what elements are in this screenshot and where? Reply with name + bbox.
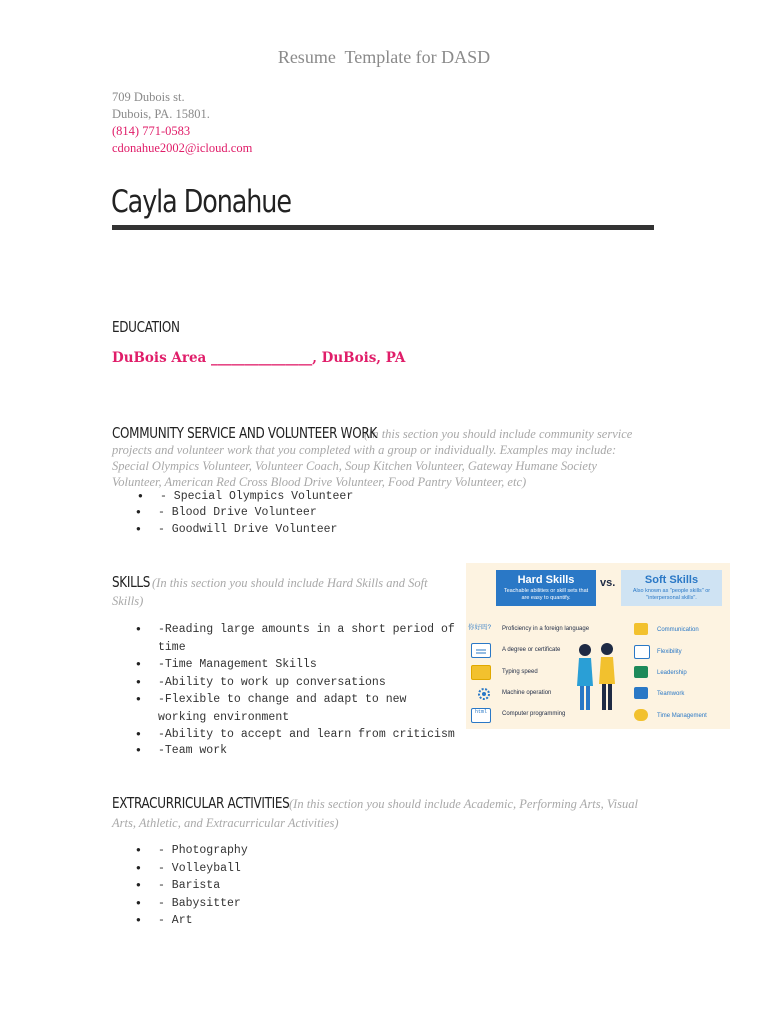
soft-skills-header bbox=[621, 570, 722, 606]
skills-heading: SKILLS bbox=[112, 573, 151, 591]
clock-icon bbox=[634, 709, 648, 721]
hard-skill-item: Proficiency in a foreign language bbox=[502, 626, 590, 632]
hard-vs-soft-skills-infographic bbox=[466, 563, 730, 729]
skills-note: Skills) bbox=[112, 594, 144, 608]
skills-note-first: (In this section you should include Hard Skills and Soft bbox=[152, 576, 428, 590]
hard-skill-item: A degree or certificate bbox=[502, 647, 561, 653]
flexibility-icon bbox=[634, 645, 650, 659]
hard-skills-subtitle: Teachable abilities or skill sets that are easy to quantify. bbox=[503, 588, 589, 601]
community-note: projects and volunteer work that you completed with a group or individually. Examples may include: Special Olympics Volunteer, Volunteer Coach, Soup Kitchen Volunteer, Gateway Humane Society Volunteer, American Red Cross Blood Drive Volunteer, Food Pantry Volunteer, etc) bbox=[112, 443, 617, 489]
list-item: ● - Volleyball bbox=[158, 860, 248, 878]
list-item: ● - Photography bbox=[158, 842, 248, 860]
list-item: ● -Flexible to change and adapt to new working environment bbox=[158, 691, 418, 726]
extracurricular-list bbox=[158, 842, 248, 930]
community-heading: COMMUNITY SERVICE AND VOLUNTEER WORK bbox=[112, 424, 377, 442]
list-item: ● - Art bbox=[158, 912, 248, 930]
list-item: ● - Barista bbox=[158, 877, 248, 895]
soft-skill-item: Leadership bbox=[657, 670, 687, 676]
address-street: 709 Dubois st. bbox=[112, 90, 185, 104]
skills-list bbox=[158, 621, 458, 759]
certificate-icon bbox=[471, 643, 491, 658]
list-item: ● - Goodwill Drive Volunteer bbox=[158, 521, 353, 539]
phone-number[interactable]: (814) 771-0583 bbox=[112, 124, 191, 138]
soft-skill-item: Flexibility bbox=[657, 649, 682, 655]
document-title: Resume Template for DASD bbox=[277, 47, 491, 67]
extracurricular-note: Arts, Athletic, and Extracurricular Activities) bbox=[112, 816, 339, 830]
list-item: ● -Time Management Skills bbox=[158, 656, 458, 674]
community-list bbox=[158, 488, 353, 539]
language-icon: 你好吗? bbox=[468, 624, 492, 631]
person-name: Cayla Donahue bbox=[111, 184, 291, 220]
flag-icon bbox=[634, 666, 648, 678]
hard-skills-header bbox=[496, 570, 596, 606]
education-heading: EDUCATION bbox=[112, 318, 180, 336]
list-item: ● -Ability to work up conversations bbox=[158, 674, 458, 692]
hard-skill-item: Machine operation bbox=[502, 690, 552, 696]
people-illustration bbox=[571, 638, 621, 722]
code-icon bbox=[471, 708, 491, 723]
school-line: DuBois Area _______________, DuBois, PA bbox=[112, 350, 406, 366]
soft-skills-subtitle: Also known as "people skills" or "interpersonal skills". bbox=[632, 588, 711, 601]
hard-skill-item: Computer programming bbox=[502, 711, 566, 717]
soft-skill-item: Time Management bbox=[657, 713, 707, 719]
community-note-first: (In this section you should include community service bbox=[364, 427, 633, 441]
vs-label: vs. bbox=[600, 577, 616, 589]
soft-skill-item: Communication bbox=[657, 627, 699, 633]
code-icon-label: html bbox=[474, 709, 487, 715]
speech-bubble-icon bbox=[634, 623, 648, 635]
soft-skill-item: Teamwork bbox=[657, 691, 685, 697]
puzzle-icon bbox=[634, 687, 648, 699]
list-item: ● -Team work bbox=[158, 742, 458, 760]
name-divider bbox=[112, 225, 654, 230]
list-item: ● - Babysitter bbox=[158, 895, 248, 913]
extracurricular-note-first: (In this section you should include Academic, Performing Arts, Visual bbox=[289, 797, 638, 811]
skills-section bbox=[112, 573, 452, 609]
gear-icon bbox=[476, 686, 492, 706]
community-section bbox=[112, 424, 652, 490]
list-item: ● - Special Olympics Volunteer bbox=[160, 488, 353, 506]
extracurricular-heading: EXTRACURRICULAR ACTIVITIES bbox=[112, 794, 290, 812]
address-city: Dubois, PA. 15801. bbox=[112, 107, 210, 121]
extracurricular-section bbox=[112, 794, 652, 831]
soft-skills-title: Soft Skills bbox=[644, 574, 699, 586]
list-item: ● - Blood Drive Volunteer bbox=[158, 504, 353, 522]
list-item: ● -Ability to accept and learn from criticism bbox=[158, 726, 458, 744]
keyboard-icon bbox=[471, 665, 491, 680]
list-item: ● -Reading large amounts in a short period of time bbox=[158, 621, 458, 656]
hard-skill-item: Typing speed bbox=[502, 669, 538, 675]
hard-skills-title: Hard Skills bbox=[517, 574, 575, 586]
email-address[interactable]: cdonahue2002@icloud.com bbox=[112, 141, 253, 155]
